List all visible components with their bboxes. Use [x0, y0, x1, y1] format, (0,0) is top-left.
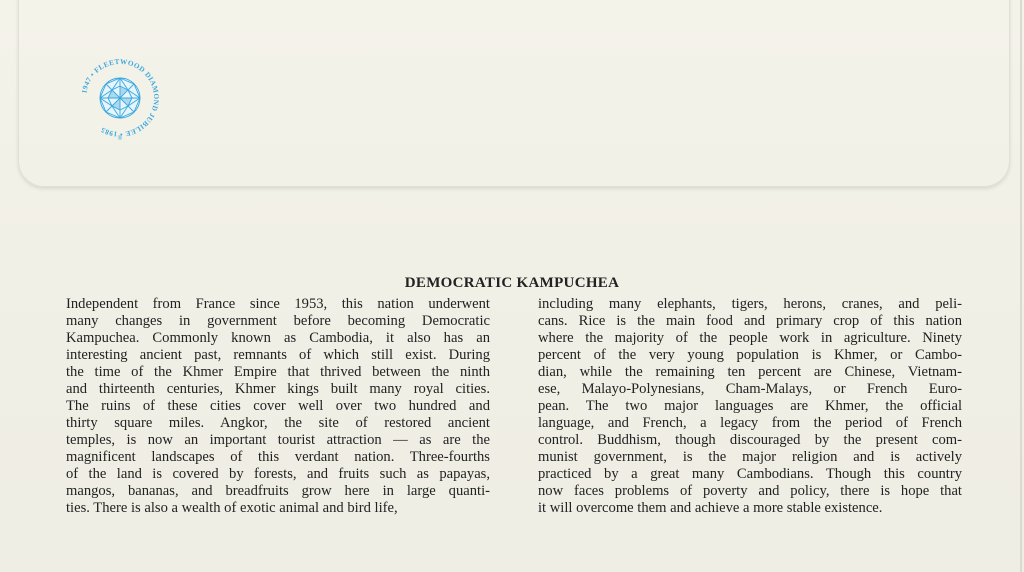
text-line: pean. The two major languages are Khmer, the official [538, 398, 962, 414]
text-line: including many elephants, tigers, herons, cranes, and peli- [538, 296, 962, 312]
text-line: and thirteenth centuries, Khmer kings built many royal cities. [66, 381, 490, 397]
text-line: the time of the Khmer Empire that thrived between the ninth [66, 364, 490, 380]
text-line: Kampuchea. Commonly known as Cambodia, it also has an [66, 330, 490, 346]
left-text-column [66, 296, 490, 517]
text-line: cans. Rice is the main food and primary crop of this nation [538, 313, 962, 329]
envelope-flap [18, 0, 1010, 187]
text-line: thirty square miles. Angkor, the site of restored ancient [66, 415, 490, 431]
text-line: of the land is covered by forests, and fruits such as papayas, [66, 466, 490, 482]
fleetwood-jubilee-seal-icon [76, 54, 164, 142]
seal-ring-text: 1947 • FLEETWOOD DIAMOND JUBILEE • 1985 [80, 57, 161, 139]
text-line: many changes in government before becoming Democratic [66, 313, 490, 329]
text-line: dian, while the remaining ten percent are Chinese, Vietnam- [538, 364, 962, 380]
text-line: where the majority of the people work in agriculture. Ninety [538, 330, 962, 346]
text-line: ese, Malayo-Polynesians, Cham-Malays, or French Euro- [538, 381, 962, 397]
text-line: munist government, is the major religion and is actively [538, 449, 962, 465]
text-line: control. Buddhism, though discouraged by the present com- [538, 432, 962, 448]
text-line: Independent from France since 1953, this nation underwent [66, 296, 490, 312]
right-text-column [538, 296, 962, 517]
registered-mark: ® [117, 136, 123, 142]
text-line: temples, is now an important tourist attraction — as are the [66, 432, 490, 448]
text-line: practiced by a great many Cambodians. Though this country [538, 466, 962, 482]
text-line: The ruins of these cities cover well over two hundred and [66, 398, 490, 414]
text-line: ties. There is also a wealth of exotic animal and bird life, [66, 500, 398, 516]
text-line: interesting ancient past, remnants of which still exist. During [66, 347, 490, 363]
text-line: it will overcome them and achieve a more stable existence. [538, 500, 883, 516]
text-line: now faces problems of poverty and policy, there is hope that [538, 483, 962, 499]
text-line: mangos, bananas, and breadfruits grow here in large quanti- [66, 483, 490, 499]
text-line: language, and French, a legacy from the period of French [538, 415, 962, 431]
text-line: magnificent landscapes of this verdant nation. Three-fourths [66, 449, 490, 465]
page-title: DEMOCRATIC KAMPUCHEA [404, 275, 620, 291]
text-line: percent of the very young population is Khmer, or Cambo- [538, 347, 962, 363]
